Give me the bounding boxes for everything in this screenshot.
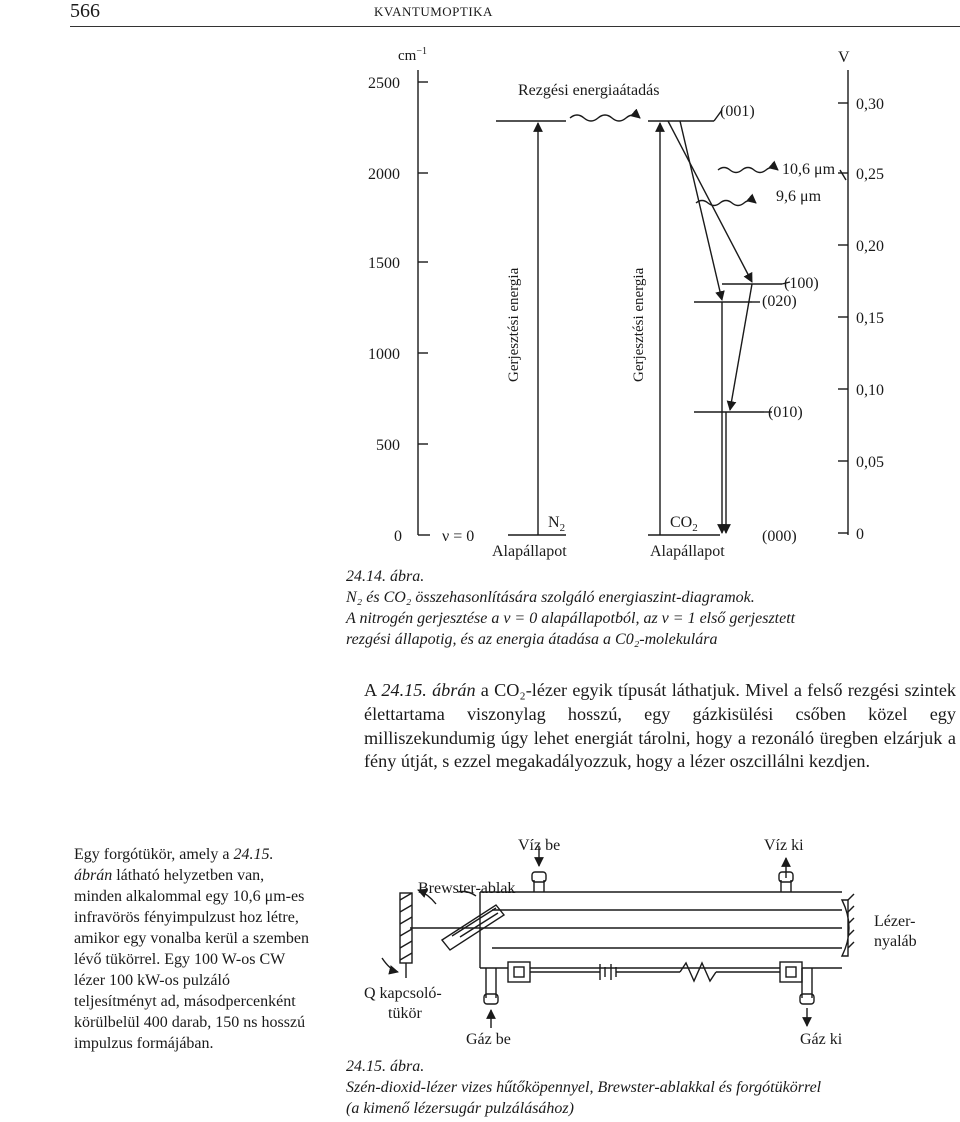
q-switch-label-2: tükör [388, 1005, 422, 1022]
laser-beam-label-1: Lézer- [874, 913, 916, 930]
left-tick-0: 0 [394, 528, 402, 545]
q-switch-label-1: Q kapcsoló- [364, 985, 442, 1002]
left-tick-2000: 2000 [368, 166, 400, 183]
level-020-label: (020) [762, 293, 797, 310]
level-000-label: (000) [762, 528, 797, 545]
n2-ground-label: Alapállapot [492, 543, 567, 560]
right-tick-0: 0 [856, 526, 864, 543]
transfer-label: Rezgési energiaátadás [518, 82, 660, 99]
gas-out-label: Gáz ki [800, 1031, 843, 1048]
right-axis-unit: V [838, 49, 850, 66]
caption-line: (a kimenő lézersugár pulzálásához) [346, 1100, 574, 1117]
n2-label: $N_2$ [548, 514, 566, 534]
brewster-window-label: Brewster-ablak [418, 880, 516, 897]
transfer-wavy-arrow [570, 115, 640, 121]
co2-excitation-label: Gerjesztési energia [631, 267, 647, 382]
left-tick-1500: 1500 [368, 255, 400, 272]
left-axis-unit: $cm^{-1}$ [398, 46, 427, 64]
level-100-label: (100) [784, 275, 819, 292]
left-tick-1000: 1000 [368, 346, 400, 363]
right-tick-010: 0,10 [856, 382, 884, 399]
right-tick-030: 0,30 [856, 96, 884, 113]
level-001-label: (001) [720, 103, 755, 120]
caption-number: 24.15. ábra. [346, 1058, 425, 1075]
caption-line: A nitrogén gerjesztése a ν = 0 alapállapotból, az ν = 1 első gerjesztett [346, 610, 796, 627]
left-tick-500: 500 [376, 437, 400, 454]
laser-schematic [382, 846, 854, 1028]
v0-label: ν = 0 [442, 528, 475, 545]
level-010-label: (010) [768, 404, 803, 421]
left-tick-2500: 2500 [368, 75, 400, 92]
right-tick-020: 0,20 [856, 238, 884, 255]
co2-ground-label: Alapállapot [650, 543, 725, 560]
gas-in-label: Gáz be [466, 1031, 511, 1048]
laser-beam-label-2: nyaláb [874, 933, 917, 950]
water-out-label: Víz ki [764, 837, 804, 854]
wavelength-96-label: 9,6 μm [776, 188, 822, 205]
figure-24-14-caption [346, 566, 946, 650]
co2-label: $CO_2$ [670, 514, 698, 534]
side-note: Egy forgótükör, amely a 24.15. ábrán látható helyzetben van, minden alkalommal egy 10,6 μm-es infravörös fényimpulzust hoz létre, amikor egy vonalba kerül a szemben lévő tükörrel. Egy 100 W-os CW lézer 100 kW-os pulzáló teljesítményt ad, másodpercenként körülbelül 400 darab, 150 ns hosszú impulzus formájában. [74, 846, 310, 1052]
water-in-label: Víz be [518, 837, 561, 854]
n2-excitation-label: Gerjesztési energia [506, 267, 522, 382]
running-title: KVANTUMOPTIKA [374, 4, 493, 19]
caption-line: Szén-dioxid-lézer vizes hűtőköpennyel, Brewster-ablakkal és forgótükörrel [346, 1079, 822, 1096]
page-number: 566 [70, 0, 100, 22]
caption-number: 24.14. ábra. [346, 568, 425, 585]
right-tick-025: 0,25 [856, 166, 884, 183]
caption-line: rezgési állapotig, és az energia átadása a C0₂-molekulára [346, 631, 718, 648]
caption-line: N₂ és CO₂ összehasonlítására szolgáló energiaszint-diagramok. [346, 589, 755, 606]
body-paragraph: A 24.15. ábrán a CO₂-lézer egyik típusát láthatjuk. Mivel a felső rezgési szintek élettartama viszonylag hosszú, egy gázkisülési csőben közel egy milliszekundumig úgy lehet energiát tárolni, hogy a rezonáló üregben elzárjuk a fény útját, s ezzel megakadályozzuk, hogy a lézer oszcillálni kezdjen. [364, 680, 956, 772]
figure-reference: 24.15. ábrán [381, 680, 476, 700]
right-tick-005: 0,05 [856, 454, 884, 471]
wavelength-106-label: 10,6 μm [782, 161, 836, 178]
right-tick-015: 0,15 [856, 310, 884, 327]
figure-24-15-caption [346, 1056, 946, 1119]
